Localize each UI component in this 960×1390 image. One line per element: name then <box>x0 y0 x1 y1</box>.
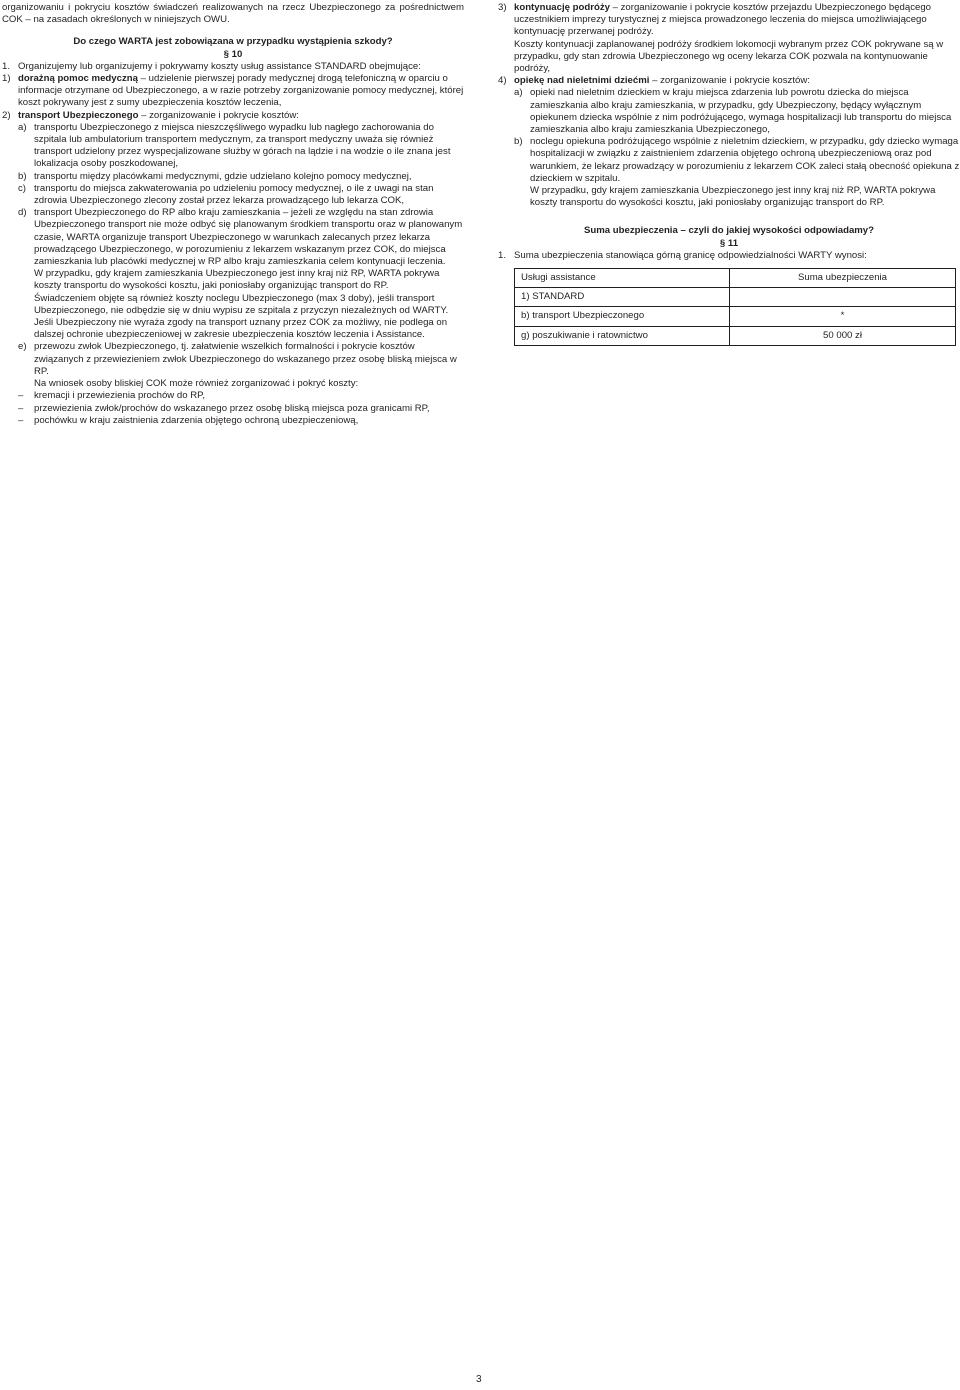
list-item: Jeśli Ubezpieczony nie wyraża zgody na transport uznany przez COK za możliwy, nie podlega on dalszej ochronie ubezpieczeniowej w zakresie ubezpieczenia kosztów leczenia i Assistance. <box>34 317 448 341</box>
list-item: a) opieki nad nieletnim dzieckiem w kraju miejsca zdarzenia lub powrotu dziecka do miejsca zamieszkania albo kraju zamieszkania, w przypadku, gdy Ubezpieczony, będący wyłącznym opiekunem dziecka wspólnie z nim podróżującego, wymaga hospitalizacji lub transportu do miejsca zamieszkania albo kraju zamieszkania Ubezpieczonego, <box>514 87 952 136</box>
table-cell: 1) STANDARD <box>515 288 730 307</box>
list-item: Na wniosek osoby bliskiej COK może również zorganizować i pokryć koszty: <box>34 378 359 390</box>
section-number: § 10 <box>223 48 243 60</box>
table-cell: g) poszukiwanie i ratownictwo <box>515 326 730 345</box>
list-item: W przypadku, gdy krajem zamieszkania Ubezpieczonego jest inny kraj niż RP, WARTA pokrywa koszty transportu do wysokości kosztu, jaki poniosłaby organizując transport do RP. <box>34 268 440 292</box>
sum-insured-table <box>514 268 956 346</box>
list-item: – przewiezienia zwłok/prochów do wskazanego przez osobę bliską miejsca poza granicami RP, <box>18 402 430 414</box>
summary-section-number: § 11 <box>719 237 739 249</box>
list-item: a) transportu Ubezpieczonego z miejsca nieszczęśliwego wypadku lub nagłego zachorowania do szpitala lub ambulatorium transportem medycznym, za transport medyczny uważa się również transport udzielony przez wyspecjalizowane służby w górach na lądzie i na wodzie o ile znana jest lokalizacja osoby poszkodowanej, <box>18 121 451 170</box>
table-header-row <box>515 269 956 288</box>
left-column <box>2 2 464 427</box>
list-item: – pochówku w kraju zaistnienia zdarzenia objętego ochroną ubezpieczeniową, <box>18 414 359 426</box>
table-cell: * <box>730 307 956 326</box>
list-item: W przypadku, gdy krajem zamieszkania Ubezpieczonego jest inny kraj niż RP, WARTA pokrywa koszty transportu do wysokości kosztu, jaki poniosłaby organizując transport do RP. <box>530 185 936 209</box>
table-cell <box>730 288 956 307</box>
right-column <box>498 2 960 346</box>
table-row <box>515 288 956 307</box>
list-item: Koszty kontynuacji zaplanowanej podróży środkiem lokomocji wybranym przez COK pokrywane są w przypadku, gdy stan zdrowia Ubezpieczonego wg oceny lekarza COK pozwala na kontynuowanie podróży, <box>514 38 944 75</box>
table-cell: b) transport Ubezpieczonego <box>515 307 730 326</box>
intro-text: organizowaniu i pokryciu kosztów świadczeń realizowanych na rzecz Ubezpieczonego za pośrednictwem COK – na zasadach określonych w niniejszych OWU. <box>2 2 464 26</box>
list-item: 2) transport Ubezpieczonego – zorganizowanie i pokrycie kosztów: <box>2 109 299 121</box>
table-header-cell: Suma ubezpieczenia <box>730 269 956 288</box>
list-item: b) noclegu opiekuna podróżującego wspólnie z nieletnim dzieckiem, w przypadku, gdy dziecko wymaga hospitalizacji w związku z zaistnieniem zdarzenia objętego ochroną ubezpieczeniową oraz pod warunkiem, że lekarz prowadzący w porozumieniu z lekarzem COK zaleci stałą obecność opiekuna z dzieckiem w szpitalu. <box>514 136 960 184</box>
table-row <box>515 307 956 326</box>
table-header-cell: Usługi assistance <box>515 269 730 288</box>
list-item: – kremacji i przewiezienia prochów do RP, <box>18 390 205 402</box>
table-cell: 50 000 zł <box>730 326 956 345</box>
summary-intro: 1. Suma ubezpieczenia stanowiąca górną granicę odpowiedzialności WARTY wynosi: <box>498 249 867 261</box>
list-item: 1) dorażną pomoc medyczną – udzielenie pierwszej porady medycznej drogą telefoniczną w oparciu o informacje otrzymane od Ubezpieczonego, a w razie potrzeby zorganizowanie pomocy medycznej, której koszt pokrywany jest z sumy ubezpieczenia kosztów leczenia, <box>2 73 464 109</box>
summary-title: Suma ubezpieczenia – czyli do jakiej wysokości odpowiadamy? <box>583 225 875 237</box>
list-item: 4) opiekę nad nieletnimi dziećmi – zorganizowanie i pokrycie kosztów: <box>498 75 810 87</box>
list-item: b) transportu między placówkami medycznymi, gdzie udzielano kolejno pomocy medycznej, <box>18 170 412 182</box>
table-row <box>515 326 956 345</box>
list-item: Świadczeniem objęte są również koszty noclegu Ubezpieczonego (max 3 doby), jeśli transport Ubezpieczonego, nie odbędzie się w dniu wypisu ze szpitala z przyczyn niezależnych od WARTY. <box>34 292 449 316</box>
page-number: 3 <box>476 1374 482 1385</box>
section-title: Do czego WARTA jest zobowiązana w przypadku wystąpienia szkody? <box>73 36 393 48</box>
list-item: c) transportu do miejsca zakwaterowania po udzieleniu pomocy medycznej, o ile z uwagi na stan zdrowia Ubezpieczonego zlecony został przez lekarza prowadzącego lub lekarza COK, <box>18 182 434 207</box>
list-item: d) transport Ubezpieczonego do RP albo kraju zamieszkania – jeżeli ze względu na stan zdrowia Ubezpieczonego transport nie może odbyć się planowanym środkiem transportu oraz w planowanym czasie, WARTA organizuje transport Ubezpieczonego w warunkach zalecanych przez lekarza prowadzącego Ubezpieczonego, w porozumieniu z lekarzem wskazanym przez COK, do miejsca zamieszkania lub placówki medycznej w RP albo kraju zamieszkania celem kontynuacji leczenia. <box>18 207 463 268</box>
list-item: 3) kontynuację podróży – zorganizowanie i pokrycie kosztów przejazdu Ubezpieczonego będącego uczestnikiem imprezy turystycznej z miejsca prowadzonego leczenia do miejsca umożliwiającego kontynuację przerwanej podróży. <box>498 2 932 38</box>
list-item: 1. Organizujemy lub organizujemy i pokrywamy koszty usług assistance STANDARD obejmujące: <box>2 60 421 72</box>
list-item: e) przewozu zwłok Ubezpieczonego, tj. załatwienie wszelkich formalności i pokrycie kosztów związanych z przewiezieniem zwłok Ubezpieczonego do wskazanego przez osobę bliską miejsca w RP. <box>18 341 457 377</box>
